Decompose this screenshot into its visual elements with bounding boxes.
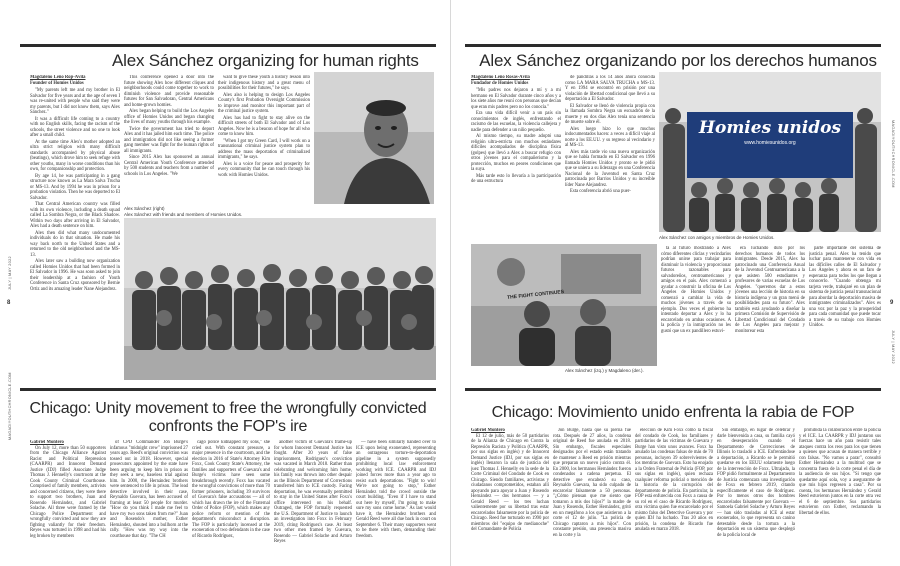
mural-text: THE FIGHT CONTINUES bbox=[506, 289, 565, 301]
top-rule bbox=[20, 44, 436, 47]
paragraph: of CPD Commander Jon Burge's infamous "midnight crew" imprisoned 27 years ago. Reed's original conviction was tossed out in 2018. However, special prosecutors appointed by the state have been arguing to keep him in prison as they seek a new, baseless trial against him. In 2000, the Hernández brothers were sentenced to life in prison. The lead detective involved in their case, Reynaldo Guevara, has been accused of framing at least 50 people for murder. "How do you think I made me feel to have my two sons taken from me?" Juan and Rosendo's mother, Esther Hernández, shouted into a bullhorn at the rally. "How was my way into the courthouse that day. "The CH bbox=[110, 440, 188, 539]
banner-title: Homies unidos bbox=[698, 118, 842, 138]
portrait-photo bbox=[314, 72, 434, 204]
bottom-story-column-4 bbox=[717, 428, 795, 558]
bottom-story-column-1 bbox=[471, 428, 549, 558]
headline-bottom: Chicago: Movimiento unido enfrenta la rabia de FOP bbox=[491, 404, 855, 421]
headline-line: confronts the FOP's ire bbox=[148, 417, 308, 435]
paragraph: Alex has had to fight to stay alive on the difficult streets of both El Salvador and of Los Angeles. Now he is a beacon of hope for all who come to know him. bbox=[218, 115, 310, 137]
paragraph: "My parents left me and my brother in El Salvador for five years and at the age of seven I was re-united with people who said they were my parents, but I did not know them, says Alex Sánchez." bbox=[30, 88, 120, 115]
paragraph: Since 2015 Alex has sponsored an annual Central American Youth Conference attended by 500 students and teachers from a number of schools in Los Angeles. "We bbox=[124, 155, 214, 177]
paragraph: Alex later saw a building now organization called Homies Unidos that had been formed in El Salvador in 1996. He was soon asked to join their leadership at a fashion of Youth Conference in Santa Cruz sponsored by Bernie Ortiz and its amazing leader Nane Alejandrez. bbox=[30, 259, 120, 292]
paragraph: It was a difficult life coming to a country with no English skills, facing the racism of the schools, the street violence and no one to look after a small child. bbox=[30, 116, 120, 138]
banner-url: www.homiesunidos.org bbox=[744, 140, 796, 146]
paragraph: "Mis padres nos dejaron a mí y a mi hermano en El Salvador durante cinco años y a los siete años me reuní con personas que decían que eran mis padres pero no los conocía." bbox=[471, 88, 561, 110]
paragraph: Twice the government has tried to deport Alex and it has jailed him each time. The police and immigration did not like seeing a former gang member was fight for the human rights of all immigrants. bbox=[124, 126, 214, 154]
paragraph: era luchando duro por los derechos humanos de todos los inmigrantes. Desde 2015, Alex ha patrocinado una Conferencia Anual de la Juventud Centroamericana a la que asisten 500 estudiantes y profesores de varias escuelas de Los Ángeles. "queremos dar a estos jóvenes una lección de historia en su historia indígena y un gran menú de posibilidades para su futuro". Alex también está ayudando a diseñar la primera Comisión de Supervisión de Libertad Condicional del Condado de Los Ángeles para mejorar y monitorear esta bbox=[735, 246, 805, 334]
paragraph: cago police kidnapped my sons," she cried out. With constant pressure, a major presence in the courtroom, and the election in 2016 of State's Attorney Kim Foxx, Cook County State's Attorney, the families and supporters of Guevara's and Burge's victims have seen some breakthrough recently. Foxx has vacated the wrongful convictions of more than 70 former prisoners, including 39 survivors of Guevara's false accusations — all of which has drawn the ire of the Fraternal Order of Police (FOP), which makes any police reform or mention of the department's misconduct a disruption. The FOP is particularly incensed at the exoneration of two defendants in the case of Ricardo Rodríguez, bbox=[192, 440, 270, 539]
headline-top: Alex Sánchez organizing for human rights bbox=[112, 51, 419, 70]
bottom-story-column-2 bbox=[553, 428, 631, 558]
headline-top: Alex Sánchez organizando por los derechos humanos bbox=[479, 51, 877, 70]
bottom-story-column-1 bbox=[30, 440, 106, 558]
photo-caption bbox=[124, 206, 304, 217]
side-folio: MAGADIYOUTHCHRONICLE.COM bbox=[8, 372, 12, 440]
bottom-story-column-5 bbox=[356, 440, 436, 558]
paragraph: prohibida la colaboración entre la policía y el ICE. La CAARPR y IDJ juntaron sus fuerzas hace un año para resistir tales ataques contra los reos para los que tienen a quienes que acusan de manera terrible y con falsas. "No vamos a parar", consultó Esther Hernández a la multitud que se concentra fuera de la corte penal el día de la audiencia de sus hijos. "Si tengo que quedarme aquí sola, voy a asegurarme de que mis hijos regresen a casa". Por su cuenta, los hermanos Hernández y Gerald Reed estuvieron juntos en la corte otra vez el 6 de septiembre. Sus partidarios estuvieron con Esther, reclamando la libertad de ellos. bbox=[799, 428, 881, 516]
paragraph: Alex then did what many undocumented individuals do in that situation. He made his way back north to the United States and a returned to the old neighborhood and the MS-13. bbox=[30, 230, 120, 258]
top-story-column-1 bbox=[471, 75, 561, 227]
paragraph: Alex also is helping to design Los Angeles County's first Probation Oversight Commission to improve and monitor this important part of the criminal justice system. bbox=[218, 92, 310, 114]
paragraph: Jon Burge, hasta que su pierna fue rota. Después de 27 años, la condena original de Reed fue anulada en 2018. Sin embargo, fiscales especiales designados por el estado están tratando de mantener a Reed en prisión mientras que preparan un nuevo juicio contra él. En 2000, los hermanos Hernández fueron condenados a cadena perpetua. El detective que encabezó su caso, Reynaldo Guevara, ha sido culpado de encarcelar falsamente a 50 personas. "¿Cómo piensan que me siento que tomaron a mis dos hijos?" la madre de Juan y Rosendo, Esther Hernández, gritó en un megáfono a los que asistieron a la corte el 12 de julio. "La policía de Chicago raptaron a mis hijos". Con constante presión, una presencia masiva en la corte y la bbox=[553, 428, 631, 538]
paragraph: Era una vida difícil venir a un país sin conocimientos de inglés, enfrentando el racismo de las escuelas, la violencia callejera y nadie para defender a un niño pequeño. bbox=[471, 111, 561, 133]
paragraph: At the same time Alex's mother adopted an ultra strict religion with many difficult standards accompanied by physical abuse (beatings), which drove him to seek refuge with other youths, many in worse conditions than his own, for companionship and protection. bbox=[30, 139, 120, 172]
paragraph: El Salvador se llenó de violencia propia con la llamada Sombra Negra un escuadrón de la muerte y en dos días Alex tenía una sentencia de muerte sobre él. bbox=[565, 103, 655, 125]
top-story-column-2 bbox=[565, 75, 655, 227]
paragraph: Esta conferencia abrió una puer- bbox=[570, 189, 631, 194]
paragraph: Alex luego hizo lo que muchos indocumentados hacen: a veces a difícil viaje al norte a los EE.UU. y su regreso al vecindario y al MS-13. bbox=[565, 126, 655, 148]
byline: Gabriel Montero bbox=[30, 440, 64, 445]
paragraph: Alex más tarde vio una nueva organización que se había formado en El Salvador en 1996 llamada Homies Unidos y pronto se le pidió que se uniera a su liderazgo en una Conferencia Nacional de la Juventud en Santa Cruz patrocinada por Barrios Unidos y su increíble líder Nane Alejandrez. bbox=[565, 149, 655, 188]
caption-line: Alex Sánchez (right) bbox=[124, 206, 165, 211]
paragraph: Sin embargo, en lugar de celebrar y darle bienvenida a casa, su familia cayó en desesperación cuando el Departamento de Correcciones de Illinois lo trasladó a ICE. Enfrentándose a deportación, a Ricardo se le permitió quedarse en los EEUU solamente luego de la intervención de Foxx. Ultrajada, la FOP pidió formalmente al Departamento de Justicia comenzara una investigación de Foxx en febrero 2019, citando específicamente el caso de Rodríguez. Por lo menos otros dos hombres encarcelados falsamente por Guevara — Samoela Gabriel Solache y Arturo Reyes — han sido trasladas al ICE al estar exonerados, lo que representa un canino detestable desde la tortura a la deportación en un sistema que desplegó de la policía local de bbox=[717, 428, 795, 538]
top-story-column-2 bbox=[124, 75, 214, 203]
top-story-column-1 bbox=[30, 75, 120, 375]
paragraph: parte importante del sistema de justicia penal. Alex ha tenido que luchar para mantenerse con vida en las difíciles calles de El Salvador y Los Ángeles y ahora es un faro de esperanza para todos los que llegan a conocerlo. "Cuando obtenga mi tarjeta verde, trabajaré en un plan de sistema de justicia penal transnacional para abordar la deportación masiva de inmigrantes criminalizados". Alex es una voz por la paz y la prosperidad para cada comunidad que puede tocar a través de su trabajo con Homies Unidos. bbox=[809, 246, 881, 328]
headline-line: Chicago: Unity movement to free the wrongfully convicted bbox=[29, 400, 427, 417]
photo-caption: Alex Sánchez con amigos y miembros de Homies Unidos. bbox=[659, 235, 775, 240]
caption-line: Alex Sánchez with friends and members of Homies Unidos. bbox=[124, 211, 243, 217]
paragraph: Alex is a voice for peace and prosperity for every community that he can touch through his work with Homies Unidos. bbox=[218, 161, 310, 178]
top-story-column-3 bbox=[218, 75, 310, 203]
bottom-story-column-3 bbox=[635, 428, 713, 558]
page-number: 8 bbox=[7, 300, 11, 306]
paragraph: want to give these youth a history lesson into their indigenous history and a great menu of possibilities for their futures," he says. bbox=[218, 75, 310, 91]
byline: Magdaleno Leno Rosas-Ávila bbox=[471, 75, 530, 80]
paragraph: another victim of Guevara's frame-up for whom Innocent Demand Justice has fought. After 20 years of false imprisonment, Rodriguez's conviction was vacated in March 2018. Rather than celebrating and welcoming him home, his family was thrown into other despair as the Illinois Department of Corrections transferred him to ICE custody. Facing deportation, he was eventually permitted to stay in the United States after Foxx's office intervened on his behalf. Outraged, the FOP formally requested the U.S. Department of Justice to launch an investigation into Foxx in February 2019, citing Rodriguez's case. At least two other men framed by Guevara, Rosendo — Gabriel Solache and Arturo Reyes bbox=[274, 440, 352, 544]
top-story-column-5 bbox=[809, 246, 881, 378]
bottom-story-column-2 bbox=[110, 440, 188, 558]
banner-group-photo bbox=[659, 72, 881, 232]
byline-role: Founder of Homies Unidos bbox=[30, 80, 84, 86]
paragraph: That Central American country was filled with its own violence, including a death squad called La Sombra Negra, or the Black Shadow. Within two days after arriving in El Salvador, Alex had a death sentence on him. bbox=[30, 202, 120, 229]
bottom-rule bbox=[465, 388, 881, 391]
date-folio: JULY | MAY 2022 bbox=[8, 256, 12, 290]
headline-bottom bbox=[20, 400, 436, 435]
paragraph: On July 12, more than 50 supporters from the Chicago Alliance Against Racist and Political Repression (CAARPR) and Innocent Demand Justice (IDJ) filled Associate Judge Thomas J. Hennelly's courtroom at the Cook County Criminal Courthouse. Comprised of family members, activists and concerned citizens, they were there to support two brothers, Juan and Rosendo Hernández, and Gabriel Solache. All three were framed by the Chicago Police Department and wrongfully convicted and now they are fighting valiantly for their freedom. Reyes was tortured in 1998 and had his leg broken by members bbox=[30, 445, 106, 539]
date-folio: JULY | MAY 2022 bbox=[891, 330, 895, 364]
bottom-story-column-5 bbox=[799, 428, 881, 558]
byline-role: Fundador de Homies Unidos bbox=[471, 80, 529, 86]
bottom-story-column-4 bbox=[274, 440, 352, 558]
photo-caption: Alex Sánchez (izq.) y Magdaleno (der.). bbox=[565, 368, 644, 373]
paragraph: ta al futuro mostrando a Alex cómo diferentes cliclas y vecindarios podrían unirse para trabajar para disminuir la violencia y proporcionar futuros razonables para salvadoreños, centroamericanos y amigos en el país. Alex comenzó a ayudar a construir la oficina de Los Ángeles de Homies Unidos y comenzó a cambiar la vida de muchos jóvenes a través de su ejemplo. Dos veces el gobierno ha intentado deportar a Alex y lo ha encarcelado en ambas ocasiones. A la policía y la inmigración no les gustó que un ex pandillero estuvi- bbox=[661, 246, 731, 334]
paragraph: "When I got my Green Card, I will work on a transnational criminal justice system plan to address the mass deportation of criminalized immigrants," he says. bbox=[218, 138, 310, 160]
top-rule bbox=[465, 44, 881, 47]
mural-photo bbox=[471, 244, 657, 366]
paragraph: El 12 de julio, más de 50 partidarios de la Alianza de Chicago en Contra la Represión Racista y Política (CAARPR, por sus siglas en inglés) y de Innocent Demand Justice (IDJ, por sus siglas en inglés) llenaron la sala de justicia del juez Thomas J. Hennelly en la sede de la Corte Criminal del Condado de Cook en Chicago. Siendo familiares, activistas y ciudadanos comprometidos, estaban allí apoyando para apoyar a Juan y Rosendo Hernández — dos hermanos — y a Gerald Reed — los tres luchan valientemente por su libertad tras estar encarcelados falsamente por la policía de Chicago. Reed fue torturado en 1990 por miembros del "equipo de medianoche" del Comandante de Policía bbox=[471, 433, 549, 532]
paragraph: Al mismo tiempo, su madre adoptó una religión ultra-estricta con muchos estándares difíciles acompañados de disciplina física (golpes) que llevó a Alex a buscar refugio con otros jóvenes para el compañerismo y la protección, muchos en peores condiciones que la suya. bbox=[471, 134, 561, 172]
bottom-rule bbox=[20, 388, 436, 391]
top-story-column-4 bbox=[735, 246, 805, 378]
page-number: 9 bbox=[890, 300, 894, 306]
page-right bbox=[450, 0, 900, 566]
byline: Gabriel Montero bbox=[471, 428, 505, 433]
group-photo bbox=[124, 218, 436, 380]
paragraph: Alex began helping to build the Los Angeles office of Homies Unidos and began changing the lives of many youths through his example. bbox=[124, 109, 214, 125]
paragraph: elección de Kim Foxx como la fiscal del condado de Cook, los familiares y partidarios de las víctimas de Guevara y Burge han visto unos avances. Foxx ha anulado las condenas falsas de más de 70 personas, incluyen 39 sobrevivientes de los mentiras de Guevara. Esto ha enojado a la Orden Fraternal de Policía (FOP, por sus siglas en inglés), quien rechaza cualquier reforma policial o mención de la historia de la corrupción del departamento de policía. En particular, la FOP está enfurecida con Foxx a causa de su rol en el caso de Ricardo Rodríguez, otra víctima quien fue encarcelado por el mismo falso del Detective Guevara y por quien IDJ ha luchado. Tras 20 años en prisión, la condena de Ricardo fue anulada en marzo 2018. bbox=[635, 428, 713, 532]
paragraph: — have been similarly handed over to ICE upon being exonerated, representing an outrageous torture-to-deportation pipeline in a system supposedly prohibiting local law enforcement working with ICE. CAARPR and IDJ joined forces more than a year ago to resist such deportations. "Fight to win! We're not going to stop," Esther Hernández told the crowd outside the court building. "Even if I have to stand out here by myself, I'm going to make sure my sons come home." As last would have it, the Hernández brothers and Gerald Reed were all due back in court on September 6. Their many supporters went to be there with them, demanding their freedom. bbox=[356, 440, 436, 539]
paragraph: de pandillas a los 14 años ahora conocida como LA MARA SALVA TRUCHA o MS-13. Y en 1994 se encontró en prisión por una violación de libertad condicional que llevó a su deportación a El Salvador. bbox=[565, 75, 655, 102]
paragraph: By age 14, he was participating in a gang structure now known as La Mara Salva Trucha or MS-13. And by 1994 he was in prison for a probation violation. Then he was deported to El Salvador. bbox=[30, 173, 120, 201]
side-folio: MAGADIYOUTHCHRONICLE.COM bbox=[891, 120, 895, 188]
byline: Magdaleno Leno Rop-Ávila bbox=[30, 75, 86, 80]
paragraph: Más tarde esto lo llevaría a la participación de una estructura bbox=[471, 173, 561, 184]
paragraph: This conference opened a door into the future showing Alex how different cliques and neighborhoods could come together to work to diminish violence and provide reasonable futures for San Salvadoran, Central Americans and home-grown homies. bbox=[124, 75, 214, 108]
top-story-column-3 bbox=[661, 246, 731, 378]
bottom-story-column-3 bbox=[192, 440, 270, 558]
